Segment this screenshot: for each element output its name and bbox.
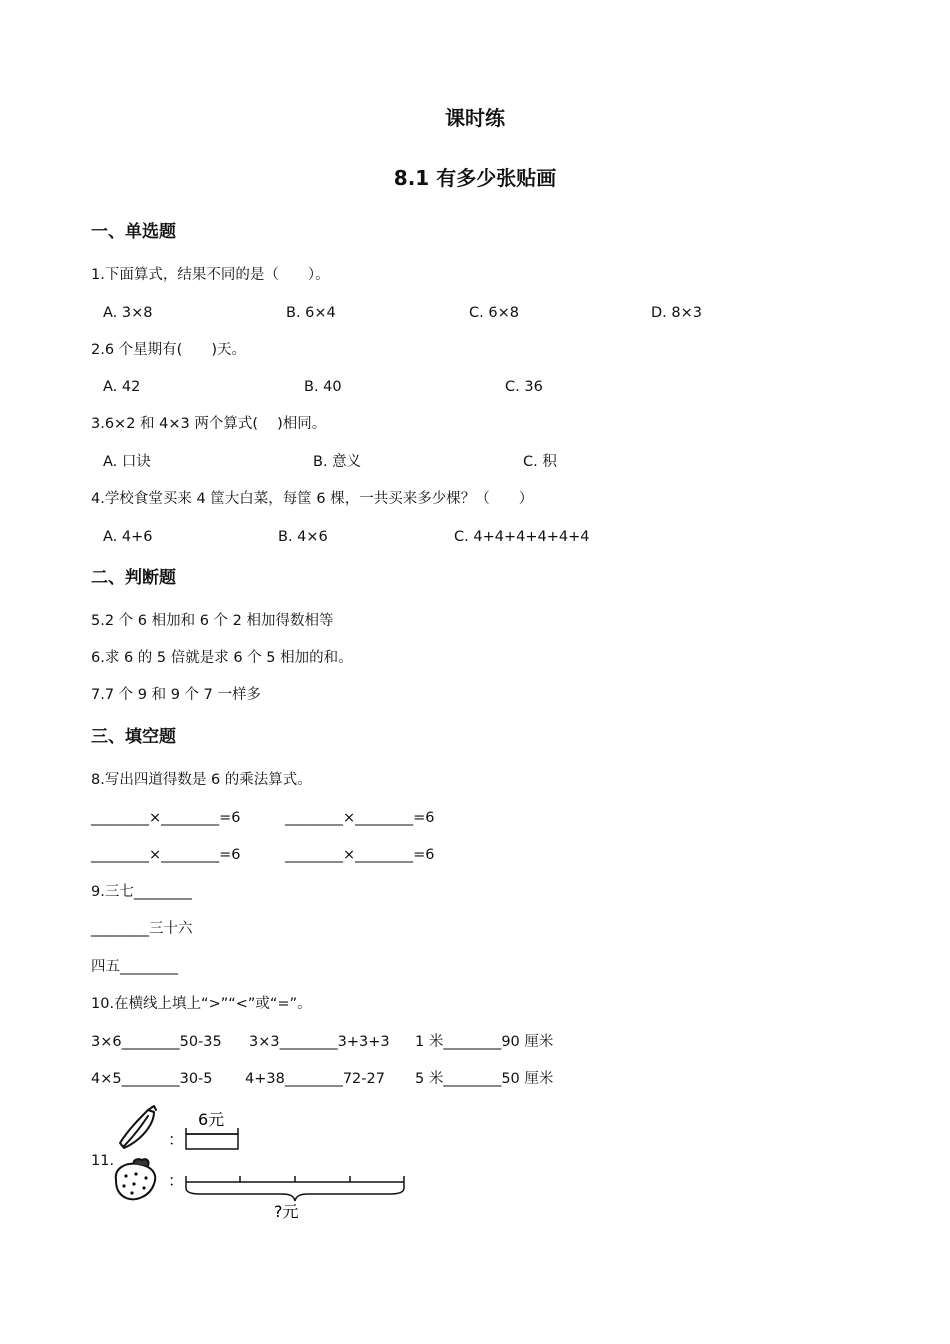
question-1-stem: 1.下面算式，结果不同的是（ ）。 [91, 267, 330, 283]
question-11-figure [110, 1100, 420, 1224]
question-5-stem: 5.2 个 6 相加和 6 个 2 相加得数相等 [91, 613, 334, 629]
question-2-option-a: A. 42 [103, 379, 141, 395]
strawberry-total-label: ?元 [274, 1202, 299, 1221]
question-10-blank[interactable]: 3×6________50-35 [91, 1034, 222, 1050]
question-2-option-c: C. 36 [505, 379, 543, 395]
section-heading-true-false: 二、判断题 [91, 568, 176, 588]
strawberry-colon: ： [168, 1171, 185, 1190]
question-9-line-2[interactable]: ________三十六 [91, 921, 193, 937]
question-7-stem: 7.7 个 9 和 9 个 7 一样多 [91, 687, 261, 703]
question-4-stem: 4.学校食堂买来 4 筐大白菜，每筐 6 棵，一共买来多少棵？（ ） [91, 491, 534, 507]
question-8-blank-row[interactable]: ________×________=6 [91, 847, 241, 863]
question-10-blank[interactable]: 3×3________3+3+3 [249, 1034, 390, 1050]
lesson-subtitle: 8.1 有多少张贴画 [393, 166, 557, 190]
question-8-blank-row[interactable]: ________×________=6 [285, 810, 435, 826]
strawberry-icon [116, 1159, 155, 1199]
question-9-line-1[interactable]: 9.三七________ [91, 884, 192, 900]
question-1-option-a: A. 3×8 [103, 305, 153, 321]
question-10-blank[interactable]: 5 米________50 厘米 [415, 1071, 554, 1087]
question-6-stem: 6.求 6 的 5 倍就是求 6 个 5 相加的和。 [91, 650, 353, 666]
section-heading-fill-in: 三、填空题 [91, 727, 176, 747]
document-title: 课时练 [445, 106, 505, 130]
question-11-number: 11. [91, 1153, 115, 1169]
question-4-option-c: C. 4+4+4+4+4+4 [454, 529, 590, 545]
question-1-option-c: C. 6×8 [469, 305, 519, 321]
question-3-option-b: B. 意义 [313, 454, 362, 470]
question-8-stem: 8.写出四道得数是 6 的乘法算式。 [91, 772, 312, 788]
question-3-stem: 3.6×2 和 4×3 两个算式( )相同。 [91, 416, 327, 432]
strawberry-segment-bar [186, 1176, 404, 1201]
banana-icon [120, 1106, 156, 1148]
question-4-option-a: A. 4+6 [103, 529, 153, 545]
question-9-line-3[interactable]: 四五________ [91, 959, 178, 975]
question-10-stem: 10.在横线上填上“>”“<”或“=”。 [91, 996, 312, 1012]
question-10-blank[interactable]: 4+38________72-27 [245, 1071, 385, 1087]
question-2-option-b: B. 40 [304, 379, 342, 395]
question-8-blank-row[interactable]: ________×________=6 [91, 810, 241, 826]
question-1-option-d: D. 8×3 [651, 305, 702, 321]
question-1-option-b: B. 6×4 [286, 305, 336, 321]
question-2-stem: 2.6 个星期有( )天。 [91, 342, 246, 358]
question-8-blank-row[interactable]: ________×________=6 [285, 847, 435, 863]
question-3-option-a: A. 口诀 [103, 454, 151, 470]
question-4-option-b: B. 4×6 [278, 529, 328, 545]
banana-colon: ： [168, 1130, 185, 1149]
question-10-blank[interactable]: 4×5________30-5 [91, 1071, 213, 1087]
banana-price-label: 6元 [198, 1110, 225, 1129]
question-3-option-c: C. 积 [523, 454, 557, 470]
section-heading-single-choice: 一、单选题 [91, 222, 176, 242]
banana-segment [186, 1134, 238, 1149]
question-10-blank[interactable]: 1 米________90 厘米 [415, 1034, 554, 1050]
